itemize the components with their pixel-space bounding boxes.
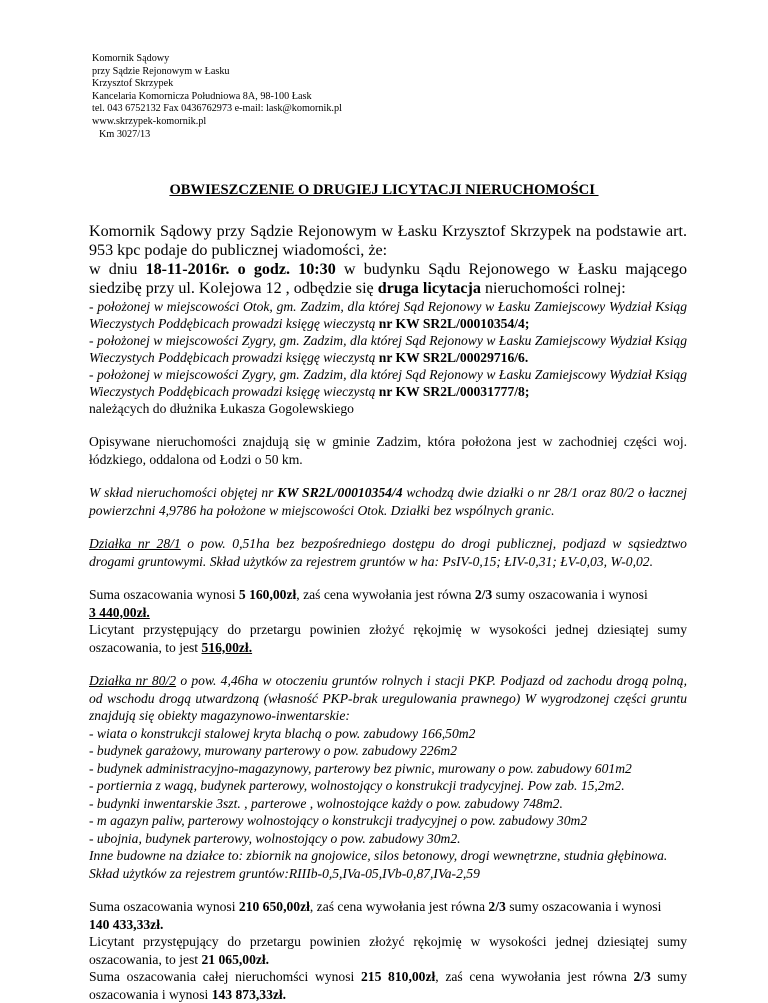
intro-text: w dniu [89,261,146,278]
deposit-amount: 21 065,00zł. [201,951,270,967]
property-item [89,332,687,366]
auction-datetime: 18-11-2016r. o godz. 10:30 [145,261,336,278]
notice-body [89,222,687,1003]
building-item: - portiernia z wagą, budynek parterowy, wolnostojący o konstrukcji tradycyjnej. Pow zab. 15,2m2. [89,778,625,793]
intro-text: Komornik Sądowy przy Sądzie Rejonowym w Łasku Krzysztof Skrzypek na podstawie art. 953 kpc podaje do publicznej wiadomości, że: [89,223,687,259]
valuation-text: Suma oszacowania wynosi [89,899,239,914]
parcel-text: o pow. 4,46ha w otoczeniu gruntów rolnych i stacji PKP. Podjazd od zachodu drogą polną, od wschodu drogą utwardzoną (własność PKP-brak uregulowania prawnego) W wygrodzonej części gruntu znajdują się obiekty magazynowo-inwentarskie: [89,673,687,723]
building-item: - ubojnia, budynek parterowy, wolnostojący o pow. zabudowy 30m2. [89,830,461,846]
case-number: Km 3027/13 [99,128,151,140]
valuation-fraction: 2/3 [474,587,493,602]
kw1-text: wchodzą dwie działki o nr 28/1 oraz 80/2 o łacznej powierzchni 4,9786 ha położone w miejscowości Otok. Działki bez wspólnych granic. [89,485,688,518]
valuation-sum: 215 810,00zł [360,969,436,984]
land-register-number: KW SR2L/00029716/6. [392,350,529,365]
header-line: tel. 043 6752132 Fax 0436762973 e-mail: lask@komornik.pl [92,103,342,115]
kw1-paragraph [89,484,687,519]
building-item: - m agazyn paliw, parterowy wolnostojący o konstrukcji tradycyjnej o pow. zabudowy 30m2 [89,813,588,828]
header-line: Krzysztof Skrzypek [92,78,174,90]
other-structures: Inne budowne na działce to: zbiornik na gnojowice, silos betonowy, drogi wewnętrzne, studnia głębinowa. [89,848,668,863]
header-line: Kancelaria Komornicza Południowa 8A, 98-100 Łask [92,90,312,102]
valuation-80-paragraph [89,898,687,1003]
land-usage: Skład użytków za rejestrem gruntów:RIIIb-0,5,IVa-05,IVb-0,87,IVa-2,59 [89,865,480,881]
valuation-sum: 210 650,00zł [238,899,310,914]
land-register-number: KW SR2L/00010354/4 [277,485,403,500]
valuation-fraction: 2/3 [488,899,506,914]
property-item [89,366,687,400]
parcel-label: Działka nr 80/2 [89,673,177,688]
valuation-text: Licytant przystępujący do przetargu powinien złożyć rękojmię w wysokości jednej dziesiątej sumy oszacowania, to jest [89,934,687,967]
land-register-number: KW SR2L/00010354/4; [392,316,530,331]
property-text: - położonej w miejscowości Zygry, gm. Zadzim, dla której Sąd Rejonowy w Łasku Zamiejscowy Wydział Ksiąg Wieczystych Poddębicach prowadzi księgę wieczystą [89,367,687,399]
deposit-amount: 516,00zł. [201,639,253,655]
header-line: www.skrzypek-komornik.pl [92,115,207,127]
kw1-text: W skład nieruchomości objętej nr [89,485,278,500]
building-item: - budynek garażowy, murowany parterowy o pow. zabudowy 226m2 [89,743,458,758]
page-title: OBWIESZCZENIE O DRUGIEJ LICYTACJI NIERUCHOMOŚCI [169,182,599,198]
valuation-text: sumy oszacowania i wynosi [89,969,687,1002]
intro-text: nieruchomości rolnej: [480,280,626,297]
valuation-fraction: 2/3 [633,969,651,984]
intro-paragraph [89,222,687,298]
header-line: Komornik Sądowy [92,53,170,64]
debtor-line: należących do dłużnika Łukasza Gogolewskiego [89,401,354,416]
starting-price: 3 440,00zł. [89,604,150,620]
valuation-text: Suma oszacowania całej nieruchomści wynosi [89,969,361,984]
valuation-text: sumy oszacowania i wynosi [505,899,662,914]
starting-price: 140 433,33zł. [89,916,164,932]
valuation-text: Suma oszacowania wynosi [89,587,239,602]
intro-text: w budynku Sądu Rejonowego w Łasku mającego siedzibę przy ul. Kolejowa 12 , odbędzie się [89,261,687,297]
building-item: - wiata o konstrukcji stalowej kryta blachą o pow. zabudowy 166,50m2 [89,725,476,741]
building-item: - budynki inwentarskie 3szt. , parterowe , wolnostojące każdy o pow. zabudowy 748m2. [89,795,563,811]
valuation-text: sumy oszacowania i wynosi [492,587,648,602]
building-item: - budynek administracyjno-magazynowy, parterowy bez piwnic, murowany o pow. zabudowy 601m2 [89,760,632,776]
property-text: - położonej w miejscowości Zygry, gm. Zadzim, dla której Sąd Rejonowy w Łasku Zamiejscowy Wydział Ksiąg Wieczystych Poddębicach prowadzi księgę wieczystą [89,333,687,365]
starting-price: 143 873,33zł. [211,986,287,1002]
valuation-sum: 5 160,00zł [238,587,297,602]
parcel-label: Działka nr 28/1 [89,536,181,551]
valuation-text: Licytant przystępujący do przetargu powinien złożyć rękojmię w wysokości jednej dziesiątej sumy oszacowania, to jest [89,622,687,655]
valuation-text: , zaś cena wywołania jest równa [296,587,475,602]
parcel-text: o pow. 0,51ha bez bezpośredniego dostępu do drogi publicznej, podjazd w sąsiedztwo drogami gruntowymi. Skład użytków za rejestrem gruntów w ha: PsIV-0,15; ŁIV-0,31; ŁV-0,03, W-0,02. [89,536,687,569]
land-register-number: KW SR2L/00031777/8; [392,384,530,399]
property-item [89,298,687,332]
property-nr: nr [378,350,393,365]
parcel-80-paragraph [89,672,687,882]
auction-type: druga licytacja [377,280,481,297]
header-line: przy Sądzie Rejonowym w Łasku [92,65,230,77]
valuation-28-paragraph [89,586,687,656]
parcel-28-paragraph [89,535,687,570]
location-paragraph: Opisywane nieruchomości znajdują się w gminie Zadzim, która położona jest w zachodniej części woj. łódzkiego, oddalona od Łodzi o 50 km. [89,434,687,467]
property-text: - położonej w miejscowości Otok, gm. Zadzim, dla której Sąd Rejonowy w Łasku Zamiejscowy Wydział Ksiąg Wieczystych Poddębicach prowadzi księgę wieczystą [89,299,687,331]
valuation-text: , zaś cena wywołania jest równa [309,899,489,914]
property-nr: nr [378,316,393,331]
property-nr: nr [378,384,393,399]
valuation-text: , zaś cena wywołania jest równa [435,969,634,984]
bailiff-header [92,53,342,141]
